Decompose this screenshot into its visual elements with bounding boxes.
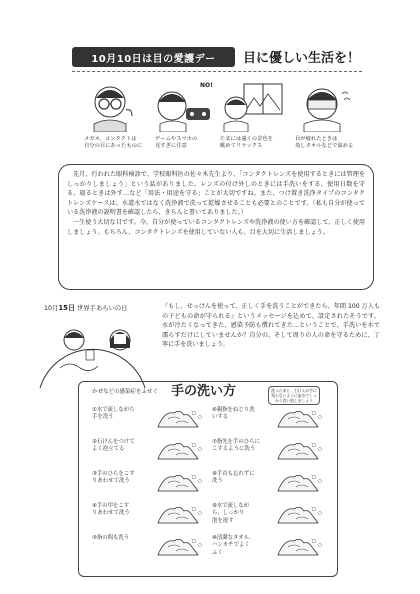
handwash-step bbox=[212, 503, 249, 525]
handwash-step bbox=[92, 535, 129, 542]
window-view-illustration bbox=[218, 80, 288, 132]
handwash-step bbox=[212, 439, 260, 454]
hands-washing-illustration bbox=[154, 469, 206, 495]
handwash-step bbox=[92, 407, 135, 422]
handwash-step bbox=[92, 503, 130, 518]
speech-bubble: NO! bbox=[200, 82, 213, 89]
handwash-step bbox=[212, 535, 254, 557]
step-text: よく泡立てる bbox=[92, 446, 125, 453]
step-text: 手を洗う bbox=[92, 414, 114, 421]
step-number: ③ bbox=[92, 471, 97, 477]
step-text: 指の間も洗う bbox=[96, 535, 130, 541]
step-text: 親指をねじり洗 bbox=[216, 407, 255, 413]
step-number: ⑩ bbox=[212, 535, 217, 541]
hands-washing-illustration bbox=[154, 501, 206, 527]
handwash-subtitle: かぜなどの感染症をふせぐ bbox=[92, 389, 159, 395]
handwash-day-text: 『もし、せっけんを使って、正しく手を洗うことができたら、年間 100 万人もの子どもの命が守られる』というメッセージを込めて、設定されたそうです。水が冷たくなってきた、感染予防も慣れてきた…ということで、手洗いを水で濡らすだけにしていませんか？自分の、そして周りの人の命を守るために、丁寧に手を洗いましょう。 bbox=[162, 303, 380, 349]
title-banner: 10月10日は目の愛護デー bbox=[72, 47, 235, 67]
step-text: 泡を流す bbox=[212, 517, 234, 524]
handwash-day-heading: 10月15日 世界手あらいの日 bbox=[44, 304, 128, 312]
step-text: りあわせて洗う bbox=[92, 478, 130, 485]
handwash-step bbox=[212, 471, 255, 486]
notice-paragraph-2: 一生使う大切な目です。今、自分が使っているコンタクトレンズや洗浄液の使い方を確認して、正しく使用しましょう。もちろん、コンタクトレンズを使用していない人も、目を大切に生活しましょう。 bbox=[67, 218, 365, 236]
step-text: 手のひらをこす bbox=[96, 471, 135, 477]
handwash-step bbox=[92, 439, 135, 454]
contact-lens-notice bbox=[58, 164, 374, 290]
handwash-title: 手の洗い方 bbox=[171, 384, 237, 399]
step-number: ⑧ bbox=[212, 471, 217, 477]
hands-washing-illustration bbox=[154, 533, 206, 559]
caption-game: ゲームやスマホの 見すぎに注意 bbox=[155, 136, 198, 149]
towel-illustration bbox=[290, 80, 360, 132]
step-text: ハンカチでよく bbox=[212, 542, 250, 549]
step-text: 手の甲をこす bbox=[96, 503, 130, 509]
notice-paragraph-1: 先月、行われた眼科検診で、学校眼科医の佐々木先生より、「コンタクトレンズを使用するときには管理をしっかりしましょう」という話がありました。レンズの付け外しのときには手洗いをする、使用日数を守る、寝るときは外す…など「用法・用途を守る」ことが大切ですね。また、つけ置き洗浄タイプのコンタクトレンズケースは、水道水ではなく洗浄液で洗って乾燥させることも必要とのことです。（私も自分が使っている洗浄液の説明書を確認したら、きちんと書いてありました。） bbox=[67, 171, 365, 217]
caption-glasses: メガネ、コンタクトは 自分の目にあったものに bbox=[84, 136, 143, 149]
step-text: いする bbox=[212, 414, 229, 421]
caption-towel: 目が疲れたときは 蒸しタオルなどで温める bbox=[295, 136, 354, 149]
handwash-note: 洗ったあと、石けんが手に残らないように流水でしっかり洗い流しましょう bbox=[268, 386, 320, 405]
step-text: 水で流しなが bbox=[216, 503, 250, 509]
step-number: ① bbox=[92, 407, 97, 413]
glasses-illustration bbox=[80, 80, 150, 132]
step-text: 水で流しながら bbox=[96, 407, 135, 413]
earth-children-illustration bbox=[30, 318, 155, 390]
step-number: ⑤ bbox=[92, 535, 97, 541]
step-text: ら、しっかり bbox=[212, 510, 245, 517]
step-text: 清潔なタオル、 bbox=[216, 535, 255, 541]
hands-washing-illustration bbox=[274, 437, 326, 463]
hands-washing-illustration bbox=[154, 437, 206, 463]
hands-washing-illustration bbox=[154, 405, 206, 431]
step-text: りあわせて洗う bbox=[92, 510, 130, 517]
hands-washing-illustration bbox=[274, 501, 326, 527]
step-text: こするように洗う bbox=[212, 446, 256, 453]
step-number: ⑥ bbox=[212, 407, 217, 413]
step-number: ② bbox=[92, 439, 97, 445]
handwash-step bbox=[212, 407, 255, 422]
caption-distant-view: たまには遠くの景色を 眺めてリラックス bbox=[220, 136, 273, 149]
step-number: ⑨ bbox=[212, 503, 217, 509]
step-text: 洗う bbox=[212, 478, 223, 485]
hands-washing-illustration bbox=[274, 405, 326, 431]
title-heading: 目に優しい生活を！ bbox=[243, 51, 361, 66]
step-text: 石けんをつけて bbox=[96, 439, 135, 445]
step-text: ふく bbox=[212, 549, 223, 556]
step-text: 指先を手のひらに bbox=[216, 439, 260, 445]
hands-washing-illustration bbox=[274, 469, 326, 495]
title-divider bbox=[72, 71, 362, 72]
handwash-step bbox=[92, 471, 135, 486]
step-text: 手首も忘れずに bbox=[216, 471, 255, 477]
hands-washing-illustration bbox=[274, 533, 326, 559]
step-number: ④ bbox=[92, 503, 97, 509]
step-number: ⑦ bbox=[212, 439, 217, 445]
